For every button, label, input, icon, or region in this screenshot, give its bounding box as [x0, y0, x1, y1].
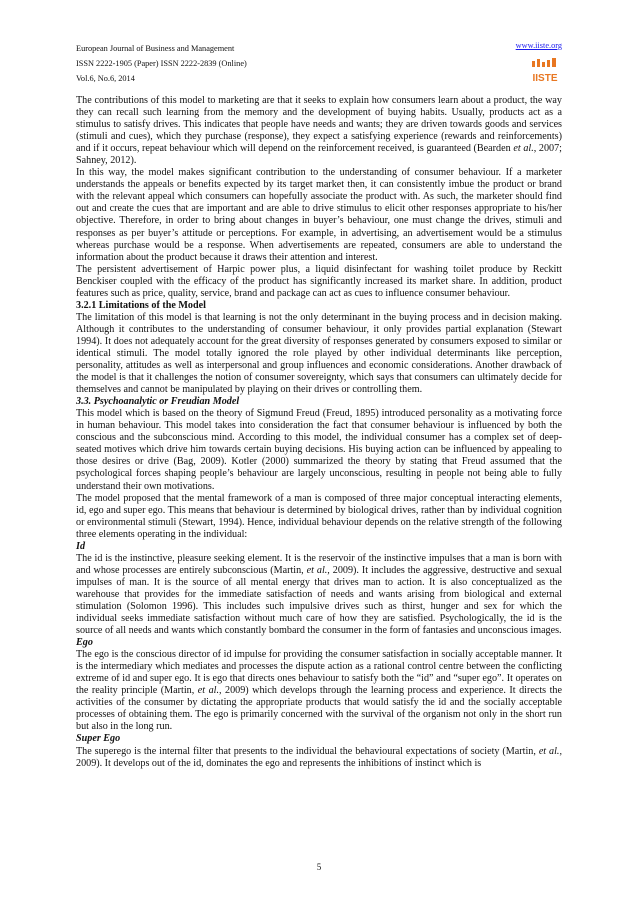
page-number: 5 [316, 862, 322, 872]
subheading-super-ego: Super Ego [76, 733, 121, 745]
logo-text: IISTE [532, 73, 558, 84]
section-heading-limitations: 3.2.1 Limitations of the Model [76, 299, 206, 311]
page-header [76, 41, 562, 89]
paragraph-limitations: The limitation of this model is that learning is not the only determinant in the buying process and in decision making. Although it contributes to the understanding of consumer behaviour, it only provides partial explanation (Stewart 1994). It does not adequately account for the great diversity of responses generated by consumers exposed to similar or identical stimuli. The model totally ignored the role played by other individual determinants like perception, personality, attitudes as well as interpersonal and group influences and economic considerations. Another drawback of the model is that it challenges the notion of consumer sovereignty, which says that consumers can ultimately decide for themselves and cannot be manipulated by playing on their drives or controlling them. [76, 311, 562, 396]
paragraph-contributions: The contributions of this model to marketing are that it seeks to explain how consumers learn about a product, the way they can recall such learning from the memory and the development of buying habits. Usually, products act as a stimulus to satisfy drives. This indicates that people have needs and wants; they are driven towards goods and services (stimuli and cues), which they purchase (response), they expect a satisfying experience (rewards and reinforcements) and if it occurs, repeat behaviour which will depend on the reinforcement received, is guaranteed (Bearden et al., 2007; Sahney, 2012). [76, 95, 562, 167]
section-heading-freudian: 3.3. Psychoanalytic or Freudian Model [76, 396, 240, 408]
subheading-ego: Ego [76, 637, 93, 649]
paragraph-ego: The ego is the conscious director of id impulse for providing the consumer satisfaction in socially acceptable manner. It is the intermediary which mediates and processes the dispute action as a rational control centre between the conflicting extreme of id and super ego. It is ego that directs ones behaviour to satisfy both the “id” and “super ego”. It operates on the reality principle (Martin, et al., 2009) which develops through the learning process and experience. It directs the activities of the consumer by dictating the appropriate products that would satisfy the id and the socially acceptable processes of obtaining them. The ego is primarily concerned with the survival of the organism not only in the short run but also in the long run. [76, 649, 562, 733]
article-body [76, 95, 562, 770]
journal-url-link[interactable]: www.iiste.org [515, 41, 562, 50]
paragraph-mental-framework: The model proposed that the mental framework of a man is composed of three major conceptual interacting elements, id, ego and super ego. This means that behaviour is determined by biological drives, rather than by individual cognition or environmental stimuli (Stewart, 1994). Hence, individual behaviour depends on the relative strength of the following three elements operating in the individual: [76, 492, 562, 540]
paragraph-model-contribution: In this way, the model makes significant contribution to the understanding of consumer behaviour. If a marketer understands the appeals or benefits expected by its target market then, it can consistently imbue the product or brand with the relevant appeal which consumers can hopefully associate the product with. As such, the marketer should find out and create the cues that are important and are able to drive stimulus to elicit other responses appropriate to his/her objective. Therefore, in order to bring about changes in buyer’s behaviour, one must change the drives, stimuli and responses as per buyer’s attitude or perceptions. For example, in advertising, an advertisement would be a stimulus whereas purchase would be a response. When advertisements are repeated, consumers are able to understand the information about the product because it draws their attention and interest. [76, 167, 562, 263]
iiste-logo [530, 57, 560, 85]
subheading-id: Id [76, 540, 86, 552]
paragraph-id: The id is the instinctive, pleasure seeking element. It is the reservoir of the instinctive impulses that a man is born with and whose processes are entirely subconscious (Martin, et al., 2009). It includes the aggressive, destructive and sexual impulses of man. It is the source of all mental energy that drives man to action. It is also conceptualized as the warehouse that provides for the immediate satisfaction of needs and wants arising from biological and external stimulation (Solomon 1996). This includes such impulsive drives such as thirst, hunger and sex for which the individual seeks immediate satisfaction without much care of how they are satisfied. Psychologically, the id is the source of all needs and wants which constantly bombard the consumer in the form of fantasies and unconscious images. [76, 552, 563, 637]
paragraph-freudian-model: This model which is based on the theory of Sigmund Freud (Freud, 1895) introduced personality as a motivating force in human behaviour. This model takes into consideration the fact that consumer behaviour is influenced by both the conscious and the subconscious mind. According to this model, the individual consumer has a complex set of deep-seated motives which drive him towards certain buying decisions. His buying action can be influenced by appealing to those desires or drive (Bag, 2009). Kotler (2000) summarized the theory by stating that Freud assumed that the psychological forces shaping people’s behaviour are largely unconscious, resulting in people not being able to fully understand their own motivations. [76, 408, 562, 492]
journal-name: European Journal of Business and Management [76, 44, 235, 53]
volume-line: Vol.6, No.6, 2014 [76, 74, 135, 83]
paragraph-harpic-example: The persistent advertisement of Harpic power plus, a liquid disinfectant for washing toilet produce by Reckitt Benckiser coupled with the efficacy of the product has significantly increased its market share. In addition, product features such as price, quality, service, brand and package can act as cues to influence consumer behaviour. [76, 263, 562, 299]
issn-line: ISSN 2222-1905 (Paper) ISSN 2222-2839 (Online) [76, 59, 247, 68]
paragraph-super-ego: The superego is the internal filter that presents to the individual the behavioural expectations of society (Martin, et al., 2009). It develops out of the id, dominates the ego and represents the inhibitions of instinct which is [76, 745, 562, 769]
